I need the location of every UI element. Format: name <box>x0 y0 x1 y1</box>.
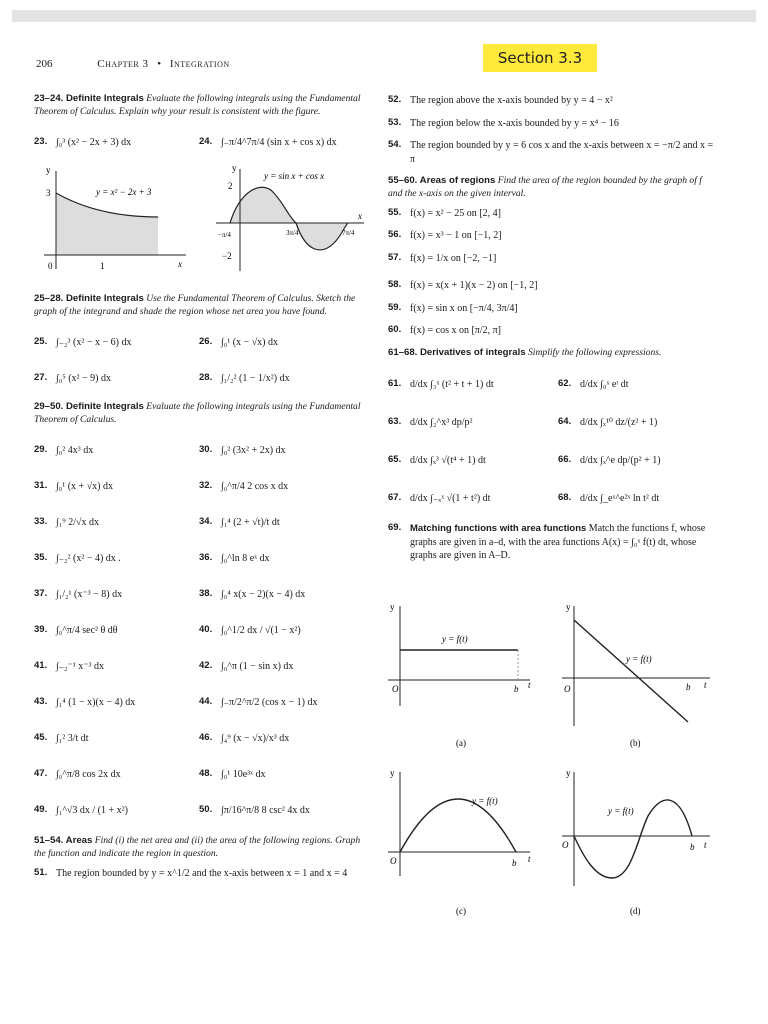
section-heading-23-24 <box>34 93 364 119</box>
problem-number: 65. <box>388 454 402 466</box>
tick-7pi4: 7π/4 <box>342 228 355 237</box>
problem-55 <box>388 207 718 221</box>
function-curve <box>400 799 516 852</box>
problem-69 <box>388 522 718 563</box>
problem-expression: d/dx ∫₋ₓˣ √(1 + t²) dt <box>410 493 491 505</box>
problem-expression: ∫₀³ (x² − 2x + 3) dx <box>56 137 132 149</box>
problem-text: f(x) = x² − 25 on [2, 4] <box>410 207 501 219</box>
problem-number: 52. <box>388 94 402 105</box>
problem-row <box>34 469 364 505</box>
section-heading-25-28 <box>34 293 364 319</box>
problem-text: f(x) = sin x on [−π/4, 3π/4] <box>410 302 518 314</box>
b-label: b <box>512 858 517 868</box>
problem-59 <box>388 302 718 316</box>
graph-c <box>388 768 531 916</box>
problem-number: 35. <box>34 552 48 564</box>
problem-expression: ∫₁⁴ (2 + √t)/t dt <box>221 516 280 528</box>
problem-51 <box>34 867 364 881</box>
problem-number: 39. <box>34 624 48 636</box>
problem-expression: ∫₄⁹ (x − √x)/x³ dx <box>221 732 290 744</box>
tick-2: 2 <box>228 180 233 191</box>
problem-expression: ∫₋₂³ (x² − x − 6) dx <box>56 337 132 348</box>
problem-text: f(x) = 1/x on [−2, −1] <box>410 252 497 264</box>
problem-row <box>388 404 718 442</box>
problem-text: The region bounded by y = 6 cos x and the x-axis between x = −π/2 and x = π <box>410 140 714 165</box>
figure-24 <box>210 161 370 279</box>
problem-number: 30. <box>199 444 213 456</box>
problem-number: 67. <box>388 492 402 504</box>
x-label: x <box>358 210 362 221</box>
problem-number: 63. <box>388 416 402 428</box>
problem-number: 53. <box>388 116 402 128</box>
problem-row <box>34 577 364 613</box>
problem-row <box>34 361 364 397</box>
problem-number: 23. <box>34 136 48 148</box>
tick-3pi4: 3π/4 <box>286 228 299 237</box>
problem-expression: ∫₀² (3x² + 2x) dx <box>221 444 286 456</box>
section-heading-61-68 <box>388 347 718 360</box>
fy-label: y = f(t) <box>442 634 468 644</box>
graph-d <box>562 768 710 916</box>
origin-label: O <box>390 856 397 866</box>
heading-bold: 29–50. Definite Integrals <box>34 400 144 412</box>
t-label: t <box>704 680 707 690</box>
right-column <box>388 94 718 572</box>
problem-text: The region above the x-axis bounded by y = 4 − x² <box>410 95 613 106</box>
t-label: t <box>528 854 531 864</box>
curve-label: y = sin x + cos x <box>264 170 325 181</box>
problem-expression: ∫₁/₂² (1 − 1/x²) dx <box>221 373 290 384</box>
problem-number: 36. <box>199 552 213 564</box>
problem-number: 31. <box>34 480 48 492</box>
tick-3: 3 <box>46 187 51 198</box>
tick-neg2: −2 <box>222 250 232 261</box>
problem-expression: ∫₀^1/2 dx / √(1 − x²) <box>221 624 301 636</box>
problem-expression: ∫₀^ln 8 eˣ dx <box>221 552 270 564</box>
problem-expression: ∫₁⁹ 2/√x dx <box>56 516 99 528</box>
problem-bold: Matching functions with area functions <box>410 522 587 534</box>
problem-number: 29. <box>34 444 48 456</box>
problem-expression: d/dx ∫₀ˣ eᵗ dt <box>580 379 629 391</box>
problem-number: 49. <box>34 804 48 816</box>
problem-number: 48. <box>199 768 213 780</box>
problem-number: 41. <box>34 660 48 672</box>
header-separator: • <box>157 58 162 70</box>
heading-text: Evaluate the following integrals using the Fundamental Theorem of Calculus. <box>34 400 361 425</box>
t-label: t <box>704 840 707 850</box>
b-label: b <box>690 842 695 852</box>
problem-number: 51. <box>34 866 48 878</box>
fy-label: y = f(t) <box>626 654 652 664</box>
problem-expression: ∫₀¹ (x − √x) dx <box>221 337 279 348</box>
y-label: y <box>390 768 395 778</box>
heading-text: Find (i) the net area and (ii) the area of the following regions. Graph the function and indicate the region in question. <box>34 834 361 859</box>
problem-row <box>34 325 364 361</box>
problem-expression: d/dx ∫ₓ³ √(t⁴ + 1) dt <box>410 455 486 467</box>
problem-text: f(x) = x(x + 1)(x − 2) on [−1, 2] <box>410 280 538 292</box>
problem-number: 27. <box>34 372 48 384</box>
problem-expression: ∫₀^π/8 cos 2x dx <box>56 768 121 780</box>
problem-expression: d/dx ∫₂^x³ dp/p² <box>410 417 473 429</box>
curve-label: y = x² − 2x + 3 <box>96 186 152 197</box>
problem-number: 68. <box>558 492 572 504</box>
heading-bold: 51–54. Areas <box>34 834 93 846</box>
caption-c: (c) <box>456 906 466 916</box>
problem-number: 62. <box>558 378 572 390</box>
problem-number: 33. <box>34 516 48 528</box>
problem-text: The region bounded by y = x^1/2 and the x-axis between x = 1 and x = 4 <box>56 867 348 879</box>
chapter-label: Chapter 3 <box>97 58 149 70</box>
problem-expression: ∫₁^√3 dx / (1 + x²) <box>56 804 128 816</box>
y-label: y <box>232 162 237 173</box>
caption-d: (d) <box>630 906 641 916</box>
caption-a: (a) <box>456 738 466 748</box>
problem-row <box>34 685 364 721</box>
t-label: t <box>528 680 531 690</box>
problem-number: 47. <box>34 768 48 780</box>
page-header <box>36 58 230 70</box>
tick-neg-pi4: −π/4 <box>218 230 231 239</box>
figures-23-24 <box>34 161 364 279</box>
problem-expression: ∫₋π/4^7π/4 (sin x + cos x) dx <box>221 137 337 149</box>
problem-54 <box>388 139 718 166</box>
problem-row <box>34 757 364 793</box>
problem-expression: ∫₀^π/4 2 cos x dx <box>221 480 289 492</box>
problem-52 <box>388 94 718 108</box>
problem-expression: d/dx ∫ₓ^e dp/(p² + 1) <box>580 455 661 467</box>
heading-bold: 25–28. Definite Integrals <box>34 292 144 304</box>
chapter-title: Integration <box>169 58 230 70</box>
problem-number: 28. <box>199 372 213 384</box>
tick-1: 1 <box>100 260 105 271</box>
problem-text: f(x) = cos x on [π/2, π] <box>410 325 501 337</box>
problem-expression: d/dx ∫ₓ¹⁰ dz/(z² + 1) <box>580 417 658 429</box>
problem-expression: ∫₋₂² (x² − 4) dx . <box>56 552 121 564</box>
problem-58 <box>388 279 718 293</box>
problem-number: 59. <box>388 301 402 313</box>
problem-row <box>34 125 364 161</box>
problem-number: 66. <box>558 454 572 466</box>
problem-row <box>388 366 718 404</box>
y-label: y <box>390 602 395 612</box>
section-heading-55-60 <box>388 175 718 201</box>
b-label: b <box>514 684 519 694</box>
problem-57 <box>388 252 718 266</box>
top-bar <box>12 10 756 22</box>
fy-label: y = f(t) <box>608 806 634 816</box>
problem-expression: ∫₀^π (1 − sin x) dx <box>221 660 294 672</box>
problem-expression: ∫₀² 4x³ dx <box>56 444 94 456</box>
heading-text: Use the Fundamental Theorem of Calculus. Sketch the graph of the integrand and shade the region whose net area you have found. <box>34 292 356 317</box>
problem-row <box>34 541 364 577</box>
problem-row <box>34 505 364 541</box>
problem-expression: ∫₀^π/4 sec² θ dθ <box>56 624 118 636</box>
heading-text: Evaluate the following integrals using the Fundamental Theorem of Calculus. Explain why your result is consistent with the figure. <box>34 93 361 117</box>
problem-number: 56. <box>388 229 402 241</box>
left-column <box>34 93 364 889</box>
problem-expression: ∫₀¹ 10e³ˣ dx <box>221 768 266 780</box>
problem-expression: ∫₀¹ (x + √x) dx <box>56 480 114 492</box>
heading-bold: 61–68. Derivatives of integrals <box>388 346 526 358</box>
y-label: y <box>566 768 571 778</box>
problem-number: 58. <box>388 279 402 291</box>
problem-number: 61. <box>388 378 402 390</box>
problem-number: 42. <box>199 660 213 672</box>
origin-label: O <box>392 684 399 694</box>
heading-text: Simplify the following expressions. <box>528 346 662 358</box>
problem-60 <box>388 324 718 338</box>
sticky-note: Section 3.3 <box>483 44 597 72</box>
graph-a <box>388 602 531 748</box>
problem-53 <box>388 117 718 131</box>
problem-row <box>34 721 364 757</box>
graph-b <box>562 602 710 748</box>
problem-row <box>34 433 364 469</box>
problem-number: 38. <box>199 588 213 600</box>
problem-number: 26. <box>199 336 213 348</box>
origin-label: O <box>562 840 569 850</box>
problem-text: Match the functions f, whose graphs are given in a–d, with the area functions A(x) = ∫₀ˣ f(t) dt, whose graphs are given in A–D. <box>410 522 706 562</box>
heading-bold: 23–24. Definite Integrals <box>34 93 144 104</box>
problem-number: 37. <box>34 588 48 600</box>
b-label: b <box>686 682 691 692</box>
problem-expression: ∫₁⁴ (1 − x)(x − 4) dx <box>56 696 136 708</box>
caption-b: (b) <box>630 738 641 748</box>
problem-number: 43. <box>34 696 48 708</box>
problem-number: 50. <box>199 804 213 816</box>
shaded-negative <box>296 223 348 250</box>
problem-expression: ∫₋₂⁻¹ x⁻³ dx <box>56 660 105 672</box>
problem-row <box>388 480 718 518</box>
y-label: y <box>566 602 571 612</box>
section-heading-29-50 <box>34 401 364 427</box>
problem-expression: ∫₀⁴ x(x − 2)(x − 4) dx <box>221 588 306 600</box>
problem-number: 32. <box>199 480 213 492</box>
origin-label: O <box>564 684 571 694</box>
problem-text: The region below the x-axis bounded by y = x⁴ − 16 <box>410 117 619 129</box>
problem-row <box>34 793 364 829</box>
problem-number: 44. <box>199 696 213 708</box>
problem-number: 25. <box>34 336 48 348</box>
heading-bold: 55–60. Areas of regions <box>388 175 496 186</box>
y-label: y <box>46 164 51 175</box>
problem-number: 46. <box>199 732 213 744</box>
problem-row <box>34 613 364 649</box>
problem-row <box>34 649 364 685</box>
problem-expression: ∫π/16^π/8 8 csc² 4x dx <box>221 804 310 816</box>
problem-text: f(x) = x³ − 1 on [−1, 2] <box>410 230 502 242</box>
problem-56 <box>388 229 718 243</box>
problem-expression: ∫₋π/2^π/2 (cos x − 1) dx <box>221 696 318 708</box>
problem-number: 55. <box>388 206 402 218</box>
problem-number: 64. <box>558 416 572 428</box>
problem-row <box>388 442 718 480</box>
function-line <box>574 620 688 722</box>
problem-number: 40. <box>199 624 213 636</box>
page-number: 206 <box>36 58 53 70</box>
problem-expression: d/dx ∫₃ˣ (t² + t + 1) dt <box>410 379 494 391</box>
problem-number: 54. <box>388 139 402 150</box>
section-heading-51-54 <box>34 835 364 861</box>
problem-number: 34. <box>199 516 213 528</box>
shaded-area <box>56 193 158 255</box>
figure-23 <box>38 161 188 279</box>
fy-label: y = f(t) <box>472 796 498 806</box>
problem-number: 69. <box>388 521 402 533</box>
problem-expression: ∫₁² 3/t dt <box>56 732 89 744</box>
problem-expression: ∫₁/₂¹ (x⁻³ − 8) dx <box>56 588 123 600</box>
tick-0: 0 <box>48 260 53 271</box>
graphs-69 <box>380 596 730 926</box>
problem-expression: ∫₀⁵ (x² − 9) dx <box>56 373 112 384</box>
problem-number: 45. <box>34 732 48 744</box>
problem-expression: d/dx ∫_eˣ^e²ˣ ln t² dt <box>580 493 660 505</box>
problem-number: 60. <box>388 324 402 336</box>
x-label: x <box>178 258 182 269</box>
problem-number: 24. <box>199 136 213 148</box>
heading-text: Find the area of the region bounded by the graph of f and the x-axis on the given interval. <box>388 175 702 199</box>
problem-number: 57. <box>388 251 402 263</box>
